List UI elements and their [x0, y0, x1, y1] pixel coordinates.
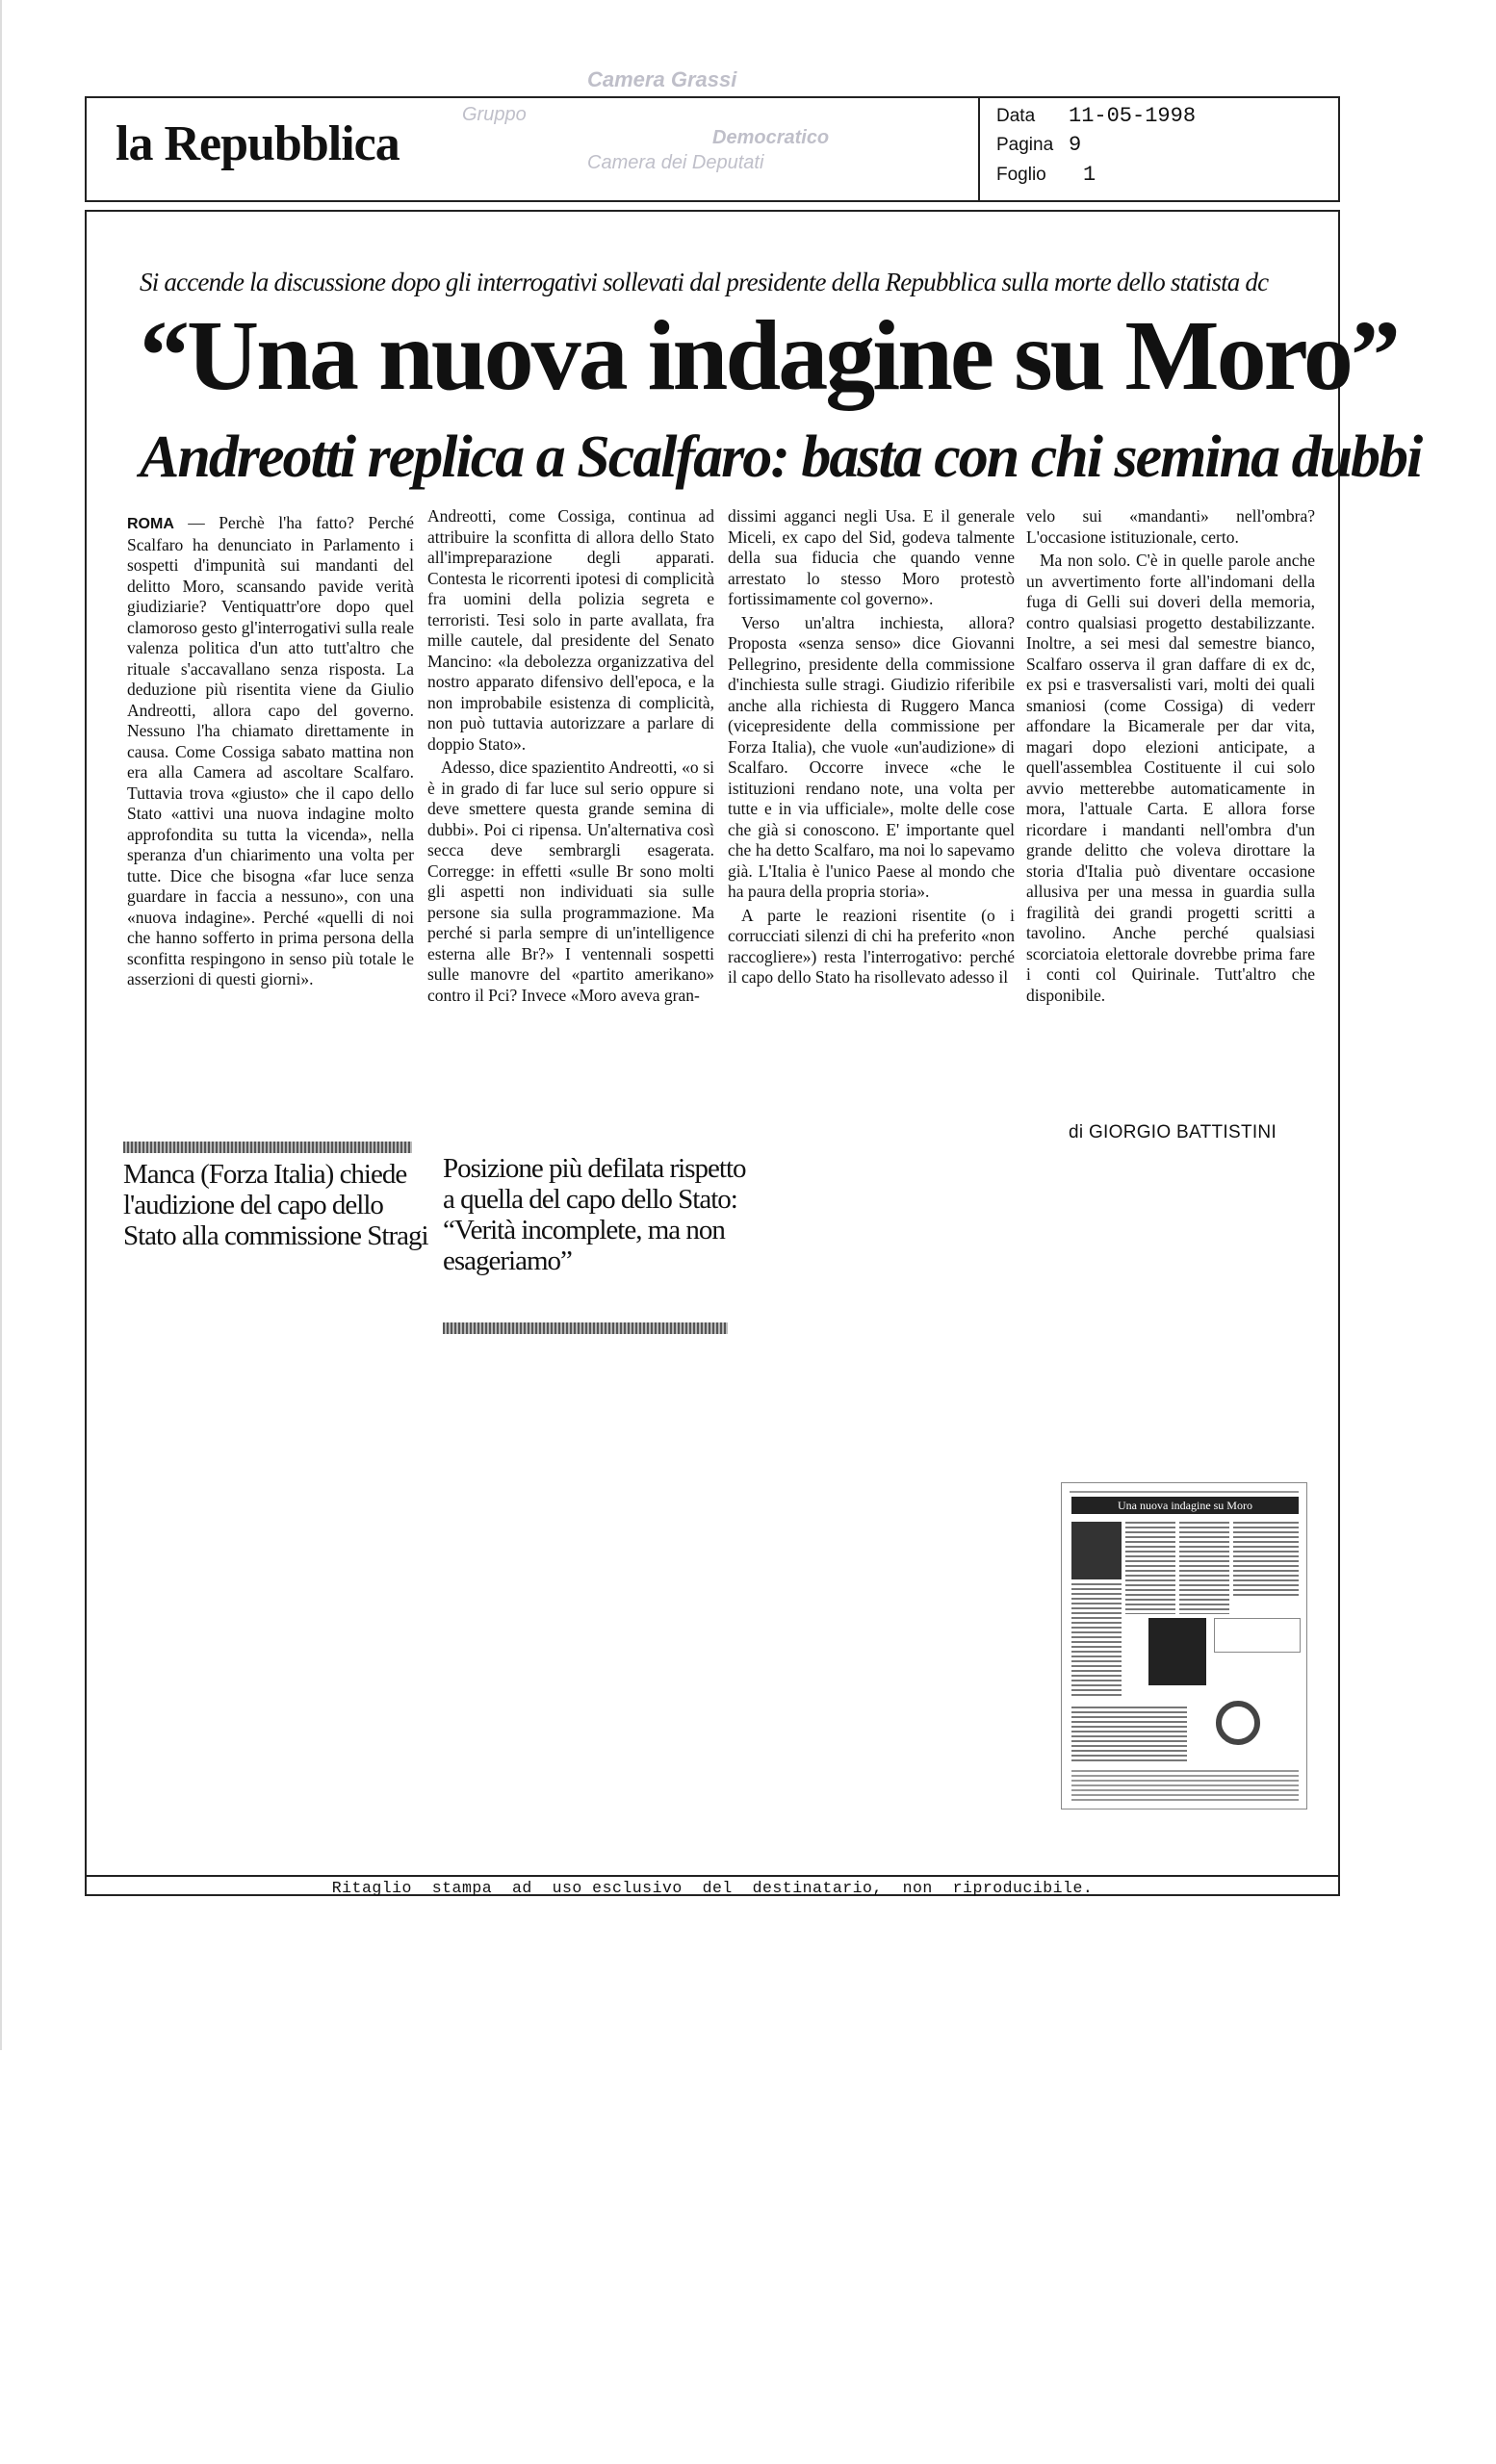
- stamp-line: Democratico: [712, 127, 830, 148]
- paragraph: Ma non solo. C'è in quelle parole anche un avvertimento forte all'indomani della fuga di Gelli sui doveri della memoria, contro qualsiasi progetto destabilizzante. Inoltre, a sei mesi dal semestre bianco, Scalfaro osserva il gran daffare di ex dc, ex psi e trasversalisti vari, molti dei quali smaniosi (come Cossiga) di vederr affondare la Bicamerale per dar vita, magari dopo elezioni anticipate, a quell'assemblea Costituente il cui solo avvio metterebbe automaticamente in mora, l'attuale Carta. E allora forse ricordare i mandanti nell'ombra d'un grande delitto che voleva dirottare la storia d'Italia può diventare occasione allusiva per una messa in guardia sulla fragilità dei grandi progetti scritti a tavolino. Anche perché qualsiasi scorciatoia elettorale dovrebbe prima fare i conti col Quirinale. Tutt'altro che disponibile.: [1026, 551, 1315, 1005]
- sidebar-center-caption: Posizione più defilata rispetto a quella del capo dello Stato: “Verità incomplete, ma non esageriamo”: [443, 1153, 746, 1276]
- stamp-watermark: [443, 67, 886, 183]
- thumbnail-text-block: [1233, 1522, 1299, 1599]
- thumbnail-text-block: [1071, 1770, 1299, 1803]
- paragraph: Adesso, dice spazientito Andreotti, «o si è in grado di far luce sul serio oppure si deve smettere questa grande semina di dubbi». Poi ci ripensa. Un'alternativa così secca deve sembrargli esagerata. Corregge: in effetti «sulle Br sono molti gli aspetti non individuati sia sulle persone sia sulla programmazione. Ma perché si parla sempre di un'intelligence esterna alle Br?» I ventennali sospetti sulle manovre del «partito amerikano» contro il Pci? Invece «Moro aveva gran-: [427, 757, 714, 1005]
- byline: di GIORGIO BATTISTINI: [1069, 1122, 1277, 1142]
- thumbnail-watch-ad: [1216, 1701, 1260, 1745]
- thumbnail-text-block: [1125, 1522, 1175, 1614]
- dateline: ROMA: [127, 516, 174, 532]
- meta-pagina-label: Pagina: [996, 135, 1054, 155]
- meta-pagina-value: 9: [1069, 133, 1082, 157]
- page-thumbnail: [1061, 1482, 1307, 1810]
- article-column-4: [1026, 506, 1315, 1009]
- thumbnail-photo: [1148, 1618, 1206, 1685]
- footer-rule: [85, 1875, 1340, 1877]
- paragraph: dissimi agganci negli Usa. E il generale Miceli, ex capo del Sid, godeva talmente della sua fiducia che quando venne arrestato lo stesso Moro protestò fortissimamente col governo».: [728, 506, 1015, 608]
- paragraph: A parte le reazioni risentite (o i corrucciati silenzi di chi ha preferito «non raccogliere») resta l'interrogativo: perché il capo dello Stato ha risollevato adesso il: [728, 905, 1015, 987]
- sidebar-rule: [123, 1142, 412, 1153]
- thumbnail-box: [1214, 1618, 1301, 1653]
- paragraph: — Perchè l'ha fatto? Perché Scalfaro ha denunciato in Parlamento i sospetti d'impunità sui mandanti del delitto Moro, scansando pavide verità giudiziarie? Ventiquattr'ore dopo quel clamoroso gesto gl'interrogativi sulla reale valenza politica d'un atto tutt'altro che rituale s'accavallano senza risposta. La deduzione più risentita viene da Giulio Andreotti, allora capo del governo. Nessuno l'ha chiamato direttamente in causa. Come Cossiga sabato mattina non era alla Camera ad ascoltare Scalfaro. Tuttavia trova «giusto» che il capo dello Stato «attivi una nuova indagine molto approfondita su tutta la vicenda», nella speranza d'un chiarimento una volta per tutte. Dice che bisogna «far luce senza guardare in faccia a nessuno», con una «nuova indagine». Perché «quelli di noi che hanno sofferto in prima persona della sconfitta respingono in senso più totale le asserzioni di questi giorni».: [127, 513, 415, 988]
- scan-edge: [0, 0, 2, 2050]
- meta-foglio-value: 1: [1083, 163, 1096, 187]
- thumbnail-photo: [1071, 1522, 1122, 1579]
- stamp-line: Camera dei Deputati: [587, 152, 764, 173]
- sidebar-left-caption: Manca (Forza Italia) chiede l'audizione del capo dello Stato alla commissione Stragi: [123, 1159, 428, 1251]
- article-kicker: Si accende la discussione dopo gli interrogativi sollevati dal presidente della Repubblica sulla morte dello statista dc: [140, 268, 1269, 296]
- paragraph: Andreotti, come Cossiga, continua ad attribuire la sconfitta di allora dello Stato all'impreparazione degli apparati. Contesta le ricorrenti ipotesi di complicità fra uomini della polizia segreta e terroristi. Tesi solo in parte avallata, fra mille cautele, dal presidente del Senato Mancino: «la debolezza organizzativa del nostro apparato difensivo dell'epoca, e la non improbabile esistenza di complicità, non può tuttavia autorizzare a parlare di doppio Stato».: [427, 506, 714, 754]
- header-divider: [978, 96, 980, 202]
- stamp-line: Camera Grassi: [587, 67, 737, 91]
- paragraph: Verso un'altra inchiesta, allora? Proposta «senza senso» dice Giovanni Pellegrino, presidente della commissione d'inchiesta sulle stragi. Giudizio riferibile anche alla richiesta di Ruggero Manca (vicepresidente della commissione per Forza Italia), che vuole «un'audizione» di Scalfaro. Occorre invece «che le istituzioni rendano note, una volta per tutte e in via ufficiale», molte delle cose che già si conoscono. E' importante quel che ha detto Scalfaro, ma noi lo sapevamo già. L'Italia è l'unico Paese al mondo che ha paura della propria storia».: [728, 612, 1015, 901]
- paragraph: velo sui «mandanti» nell'ombra? L'occasione istituzionale, certo.: [1026, 506, 1315, 547]
- stamp-line: Gruppo: [462, 104, 527, 125]
- meta-data-value: 11-05-1998: [1069, 104, 1197, 128]
- article-headline: “Una nuova indagine su Moro”: [140, 300, 1398, 411]
- masthead: la Repubblica: [116, 116, 400, 171]
- sidebar-rule: [443, 1322, 728, 1334]
- footer-notice: Ritaglio stampa ad uso esclusivo del destinatario, non riproducibile.: [331, 1879, 1094, 1897]
- thumbnail-text-block: [1071, 1707, 1187, 1764]
- meta-data-label: Data: [996, 106, 1036, 126]
- thumbnail-text-block: [1179, 1522, 1229, 1614]
- meta-foglio-label: Foglio: [996, 165, 1046, 185]
- article-column-2: [427, 506, 714, 1009]
- article-subheadline: Andreotti replica a Scalfaro: basta con chi semina dubbi: [140, 424, 1422, 490]
- article-column-1: [127, 513, 414, 993]
- thumbnail-headline: Una nuova indagine su Moro: [1071, 1497, 1299, 1514]
- article-column-3: [728, 506, 1015, 991]
- thumbnail-text-block: [1071, 1583, 1122, 1699]
